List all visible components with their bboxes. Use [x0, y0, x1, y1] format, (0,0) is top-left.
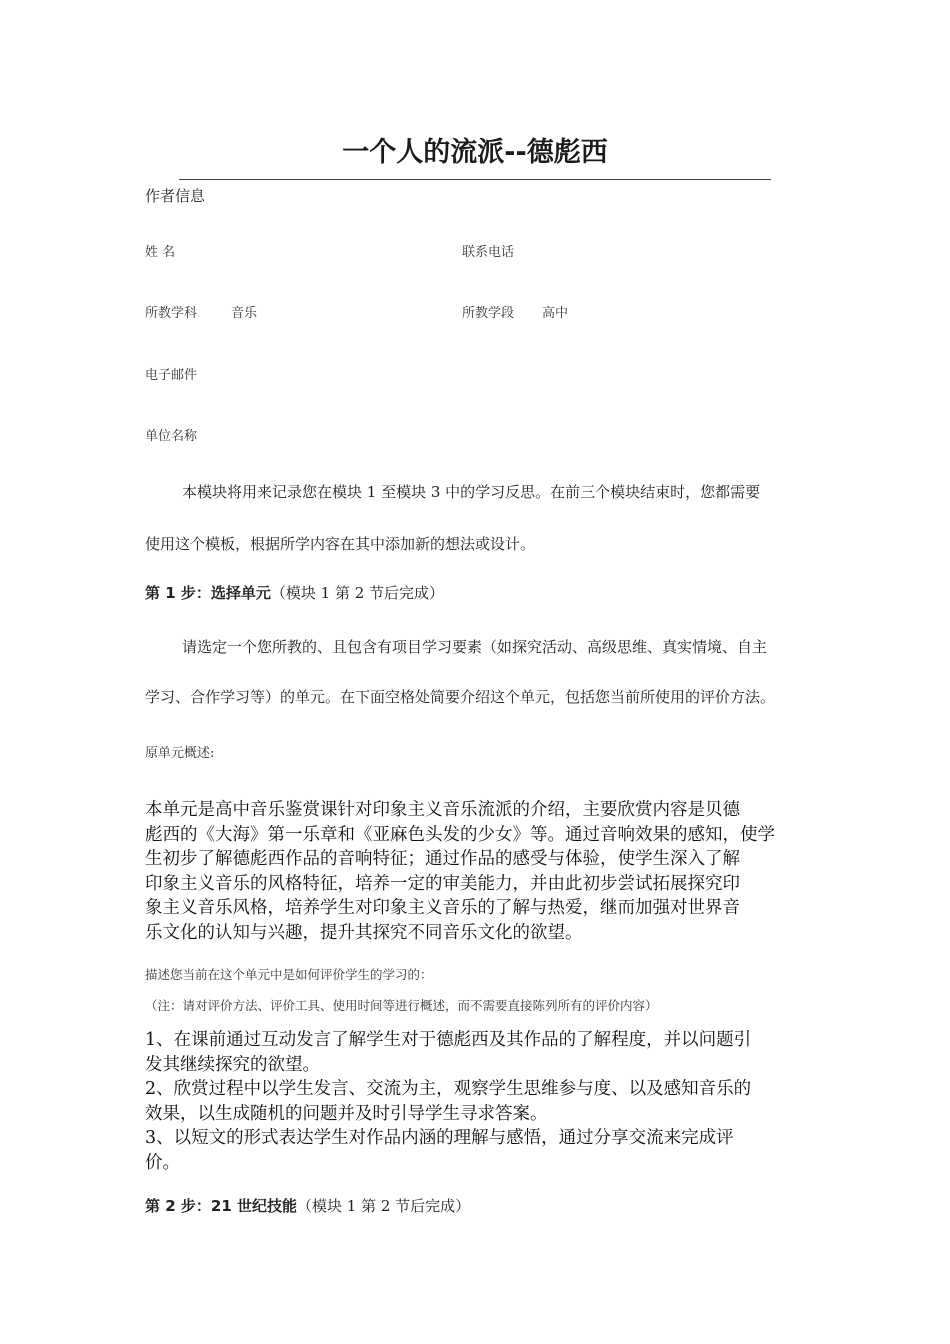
overview-line: 象主义音乐风格，培养学生对印象主义音乐的了解与热爱，继而加强对世界音	[145, 898, 740, 918]
subject-label: 所教学科	[145, 306, 198, 321]
step-2-note: （模块 1 第 2 节后完成）	[296, 1197, 471, 1215]
assess-line: 1、在课前通过互动发言了解学生对于德彪西及其作品的了解程度，并以问题引	[145, 1030, 752, 1050]
step-1-note: （模块 1 第 2 节后完成）	[270, 584, 445, 602]
overview-line: 印象主义音乐的风格特征，培养一定的审美能力，并由此初步尝试拓展探究印	[145, 873, 740, 894]
title-divider	[179, 179, 771, 180]
overview-paragraph	[145, 798, 805, 945]
step-1-desc-line-2: 学习、合作学习等）的单元。在下面空格处简要介绍这个单元，包括您当前所使用的评价方法。	[145, 688, 776, 706]
email-label: 电子邮件	[145, 368, 198, 383]
step-1-heading	[145, 582, 444, 603]
page-title: 一个人的流派--德彪西	[342, 137, 608, 168]
assess-line: 价。	[145, 1152, 180, 1173]
overview-label: 原单元概述:	[145, 746, 215, 761]
overview-line: 生初步了解德彪西作品的音响特征；通过作品的感受与体验，使学生深入了解	[145, 849, 740, 869]
overview-line: 乐文化的认知与兴趣，提升其探究不同音乐文化的欲望。	[145, 922, 583, 943]
overview-line: 彪西的《大海》第一乐章和《亚麻色头发的少女》等。通过音响效果的感知，使学	[145, 824, 775, 845]
step-1-desc-line-1: 请选定一个您所教的、且包含有项目学习要素（如探究活动、高级思维、真实情境、自主	[182, 638, 768, 656]
subject-value: 音乐	[231, 306, 258, 321]
assess-note: （注：请对评价方法、评价工具、使用时间等进行概述，而不需要直接陈列所有的评价内容）	[145, 998, 658, 1013]
intro-line-2: 使用这个模板，根据所学内容在其中添加新的想法或设计。	[145, 535, 536, 553]
intro-line-1: 本模块将用来记录您在模块 1 至模块 3 中的学习反思。在前三个模块结束时，您都需要	[182, 483, 761, 501]
author-info-label: 作者信息	[145, 187, 206, 205]
assess-line: 效果，以生成随机的问题并及时引导学生寻求答案。	[145, 1103, 548, 1124]
assess-label: 描述您当前在这个单元中是如何评价学生的学习的：	[145, 967, 433, 982]
stage-value: 高中	[542, 306, 569, 321]
stage-label: 所教学段	[462, 306, 515, 321]
assess-line: 2、欣赏过程中以学生发言、交流为主，观察学生思维参与度、以及感知音乐的	[145, 1079, 752, 1099]
name-label: 姓 名	[145, 245, 176, 260]
overview-line: 本单元是高中音乐鉴赏课针对印象主义音乐流派的介绍，主要欣赏内容是贝德	[145, 800, 740, 820]
unit-label: 单位名称	[145, 429, 198, 444]
step-1-title: 第 1 步：选择单元	[145, 584, 271, 602]
step-2-heading	[145, 1195, 470, 1216]
assess-line: 发其继续探究的欲望。	[145, 1054, 320, 1075]
assess-paragraph	[145, 1028, 805, 1175]
phone-label: 联系电话	[462, 245, 515, 260]
step-2-title: 第 2 步：21 世纪技能	[145, 1197, 297, 1215]
assess-line: 3、以短文的形式表达学生对作品内涵的理解与感悟，通过分享交流来完成评	[145, 1128, 734, 1148]
